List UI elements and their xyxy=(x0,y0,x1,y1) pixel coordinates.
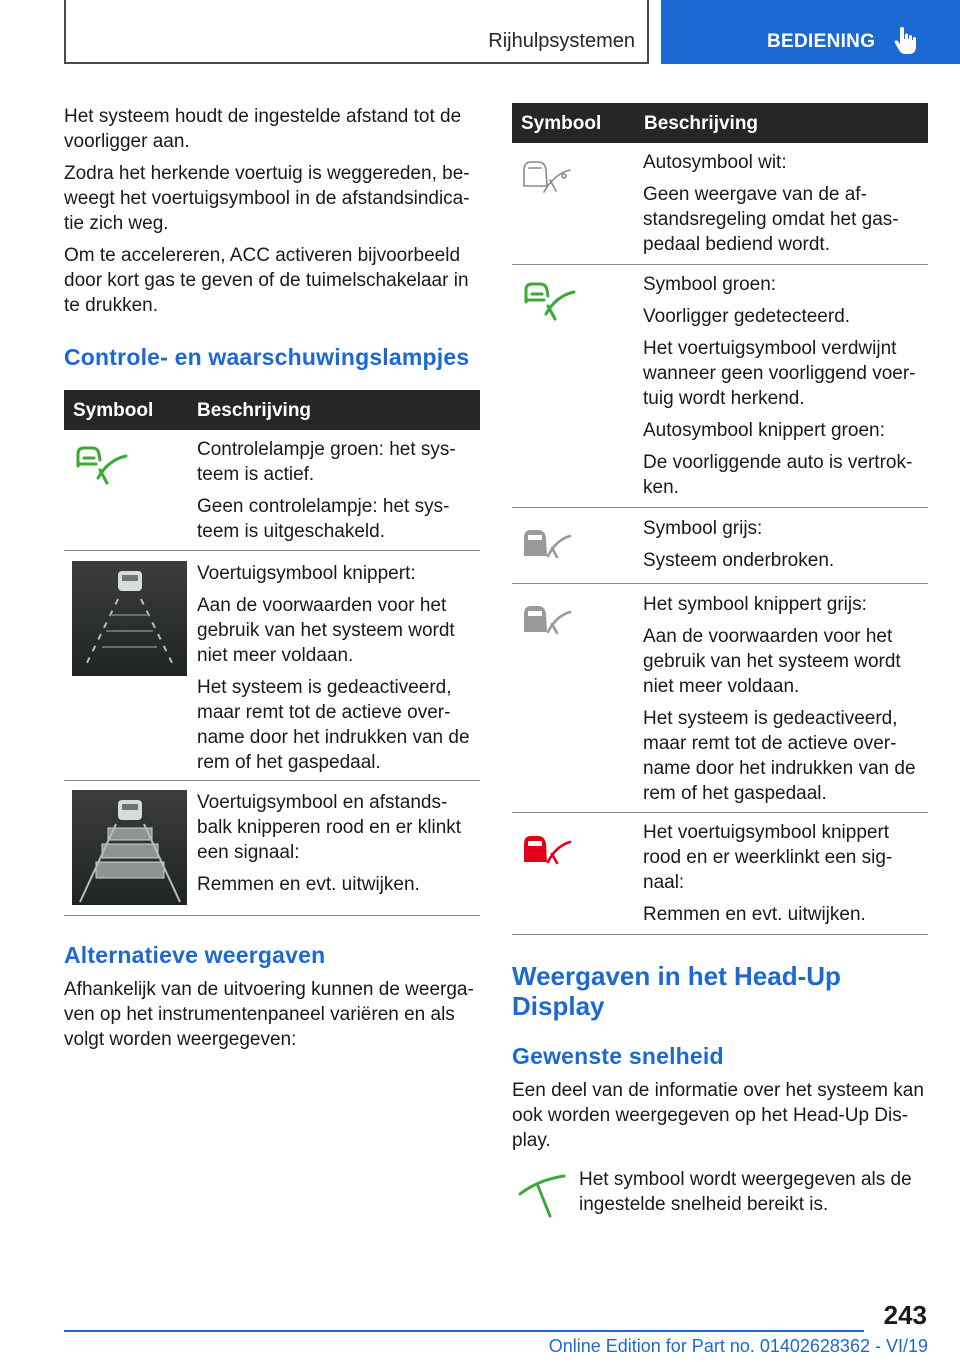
header-chapter-tab xyxy=(661,0,960,64)
table2-row-divider xyxy=(512,583,928,584)
footer-rule xyxy=(64,1330,864,1332)
table2-row-divider xyxy=(512,934,928,935)
table2-row2-line3: Het voertuigsymbool verdwijnt wanneer geen voorliggend voer‐tuig wordt herkend. xyxy=(643,338,916,409)
table1-row2-desc xyxy=(197,561,477,782)
table2-row3-desc xyxy=(643,516,927,580)
table1-row-divider xyxy=(64,915,480,916)
table2-col-symbol: Symbool xyxy=(521,113,602,134)
table2-row1-desc xyxy=(643,150,927,264)
alternative-views-paragraph: Afhankelijk van de uitvoering kunnen de weerga‐ven op het instrumentenpaneel variëren en als volgt worden weergegeven: xyxy=(64,979,474,1050)
table2-row2-line4: Autosymbool knippert groen: xyxy=(643,420,885,441)
table2-row-divider xyxy=(512,812,928,813)
intro-paragraph-3: Om te accelereren, ACC activeren bijvoorbeeld door kort gas te geven of de tuimelschakelaar in te drukken. xyxy=(64,245,469,316)
table1-row3-line1: Voertuigsymbool en afstands‐balk knipperen rood en er klinkt een signaal: xyxy=(197,792,462,863)
table2-row1-line2: Geen weergave van de af‐standsregeling omdat het gas‐pedaal bediend wordt. xyxy=(643,184,899,255)
table2-header xyxy=(512,103,928,143)
display-thumbnail xyxy=(72,790,187,905)
table1-row2-line1: Voertuigsymbool knippert: xyxy=(197,563,416,584)
table2-row3-line1: Symbool grijs: xyxy=(643,518,763,539)
table2-row2-desc xyxy=(643,272,927,507)
table1-row2-line3: Het systeem is gedeactiveerd, maar remt tot de actieve over‐name door het indrukken van de rem of het gaspedaal. xyxy=(197,677,470,773)
footer-edition: Online Edition for Part no. 01402628362 - VI/19 xyxy=(548,1336,928,1356)
table2-row3-line2: Systeem onderbroken. xyxy=(643,550,835,571)
hud-speed-reached-icon xyxy=(516,1170,568,1222)
hud-paragraph: Een deel van de informatie over het systeem kan ook worden weergegeven op het Head-Up Dis‐play. xyxy=(512,1080,924,1151)
header-chapter-title: BEDIENING xyxy=(767,31,876,52)
acc-grey-icon xyxy=(522,526,572,560)
table2-row5-desc xyxy=(643,820,927,934)
table2-row4-line1: Het symbool knippert grijs: xyxy=(643,594,867,615)
table2-row5-line2: Remmen en evt. uitwijken. xyxy=(643,904,866,925)
table1-header xyxy=(64,390,480,430)
table1-row2-line2: Aan de voorwaarden voor het gebruik van het systeem wordt niet meer voldaan. xyxy=(197,595,455,666)
acc-green-icon xyxy=(74,444,128,488)
table2-row4-line3: Het systeem is gedeactiveerd, maar remt tot de actieve over‐name door het indrukken van de rem of het gaspedaal. xyxy=(643,708,916,804)
table2-row5-line1: Het voertuigsymbool knippert rood en er weerklinkt een sig‐naal: xyxy=(643,822,893,893)
header-section-title: Rijhulpsystemen xyxy=(488,30,635,52)
heading-head-up-display: Weergaven in het Head-Up Display xyxy=(512,961,841,1021)
table2-row-divider xyxy=(512,507,928,508)
table2-col-description: Beschrijving xyxy=(644,113,759,134)
heading-alternative-views: Alternatieve weergaven xyxy=(64,942,326,968)
table1-row3-desc xyxy=(197,790,477,904)
table1-row1-line1: Controlelampje groen: het sys‐teem is actief. xyxy=(197,439,456,485)
table2-row2-line2: Voorligger gedetecteerd. xyxy=(643,306,851,327)
table1-row-divider xyxy=(64,780,480,781)
table1-row1-line2: Geen controlelampje: het sys‐teem is uitgeschakeld. xyxy=(197,496,450,542)
intro-paragraph-1: Het systeem houdt de ingestelde afstand tot de voorligger aan. xyxy=(64,106,462,152)
table2-row1-line1: Autosymbool wit: xyxy=(643,152,787,173)
table1-row1-desc xyxy=(197,437,477,551)
heading-desired-speed: Gewenste snelheid xyxy=(512,1043,724,1069)
table2-row4-line2: Aan de voorwaarden voor het gebruik van het systeem wordt niet meer voldaan. xyxy=(643,626,901,697)
table1-col-description: Beschrijving xyxy=(197,400,312,421)
display-thumbnail xyxy=(72,561,187,676)
intro-paragraph-2: Zodra het herkende voertuig is weggereden, be‐weegt het voertuigsymbool in de afstandsindica‐tie zich weg. xyxy=(64,163,470,234)
header-section-tab xyxy=(64,0,649,64)
hud-note: Het symbool wordt weergegeven als de ingestelde snelheid bereikt is. xyxy=(579,1169,912,1215)
page-number: 243 xyxy=(883,1300,927,1330)
acc-green-icon xyxy=(522,280,576,324)
heading-warning-lamps: Controle- en waarschuwingslampjes xyxy=(64,344,470,370)
table2-row2-line1: Symbool groen: xyxy=(643,274,777,295)
hand-pointer-icon xyxy=(894,27,916,55)
table1-row-divider xyxy=(64,550,480,551)
acc-red-icon xyxy=(522,832,572,866)
table2-row-divider xyxy=(512,264,928,265)
table2-row4-desc xyxy=(643,592,927,813)
table2-row2-line5: De voorliggende auto is vertrok‐ken. xyxy=(643,452,913,498)
acc-white-icon xyxy=(520,156,574,200)
table1-col-symbol: Symbool xyxy=(73,400,154,421)
table1-row3-line2: Remmen en evt. uitwijken. xyxy=(197,874,420,895)
acc-grey-icon xyxy=(522,602,572,636)
